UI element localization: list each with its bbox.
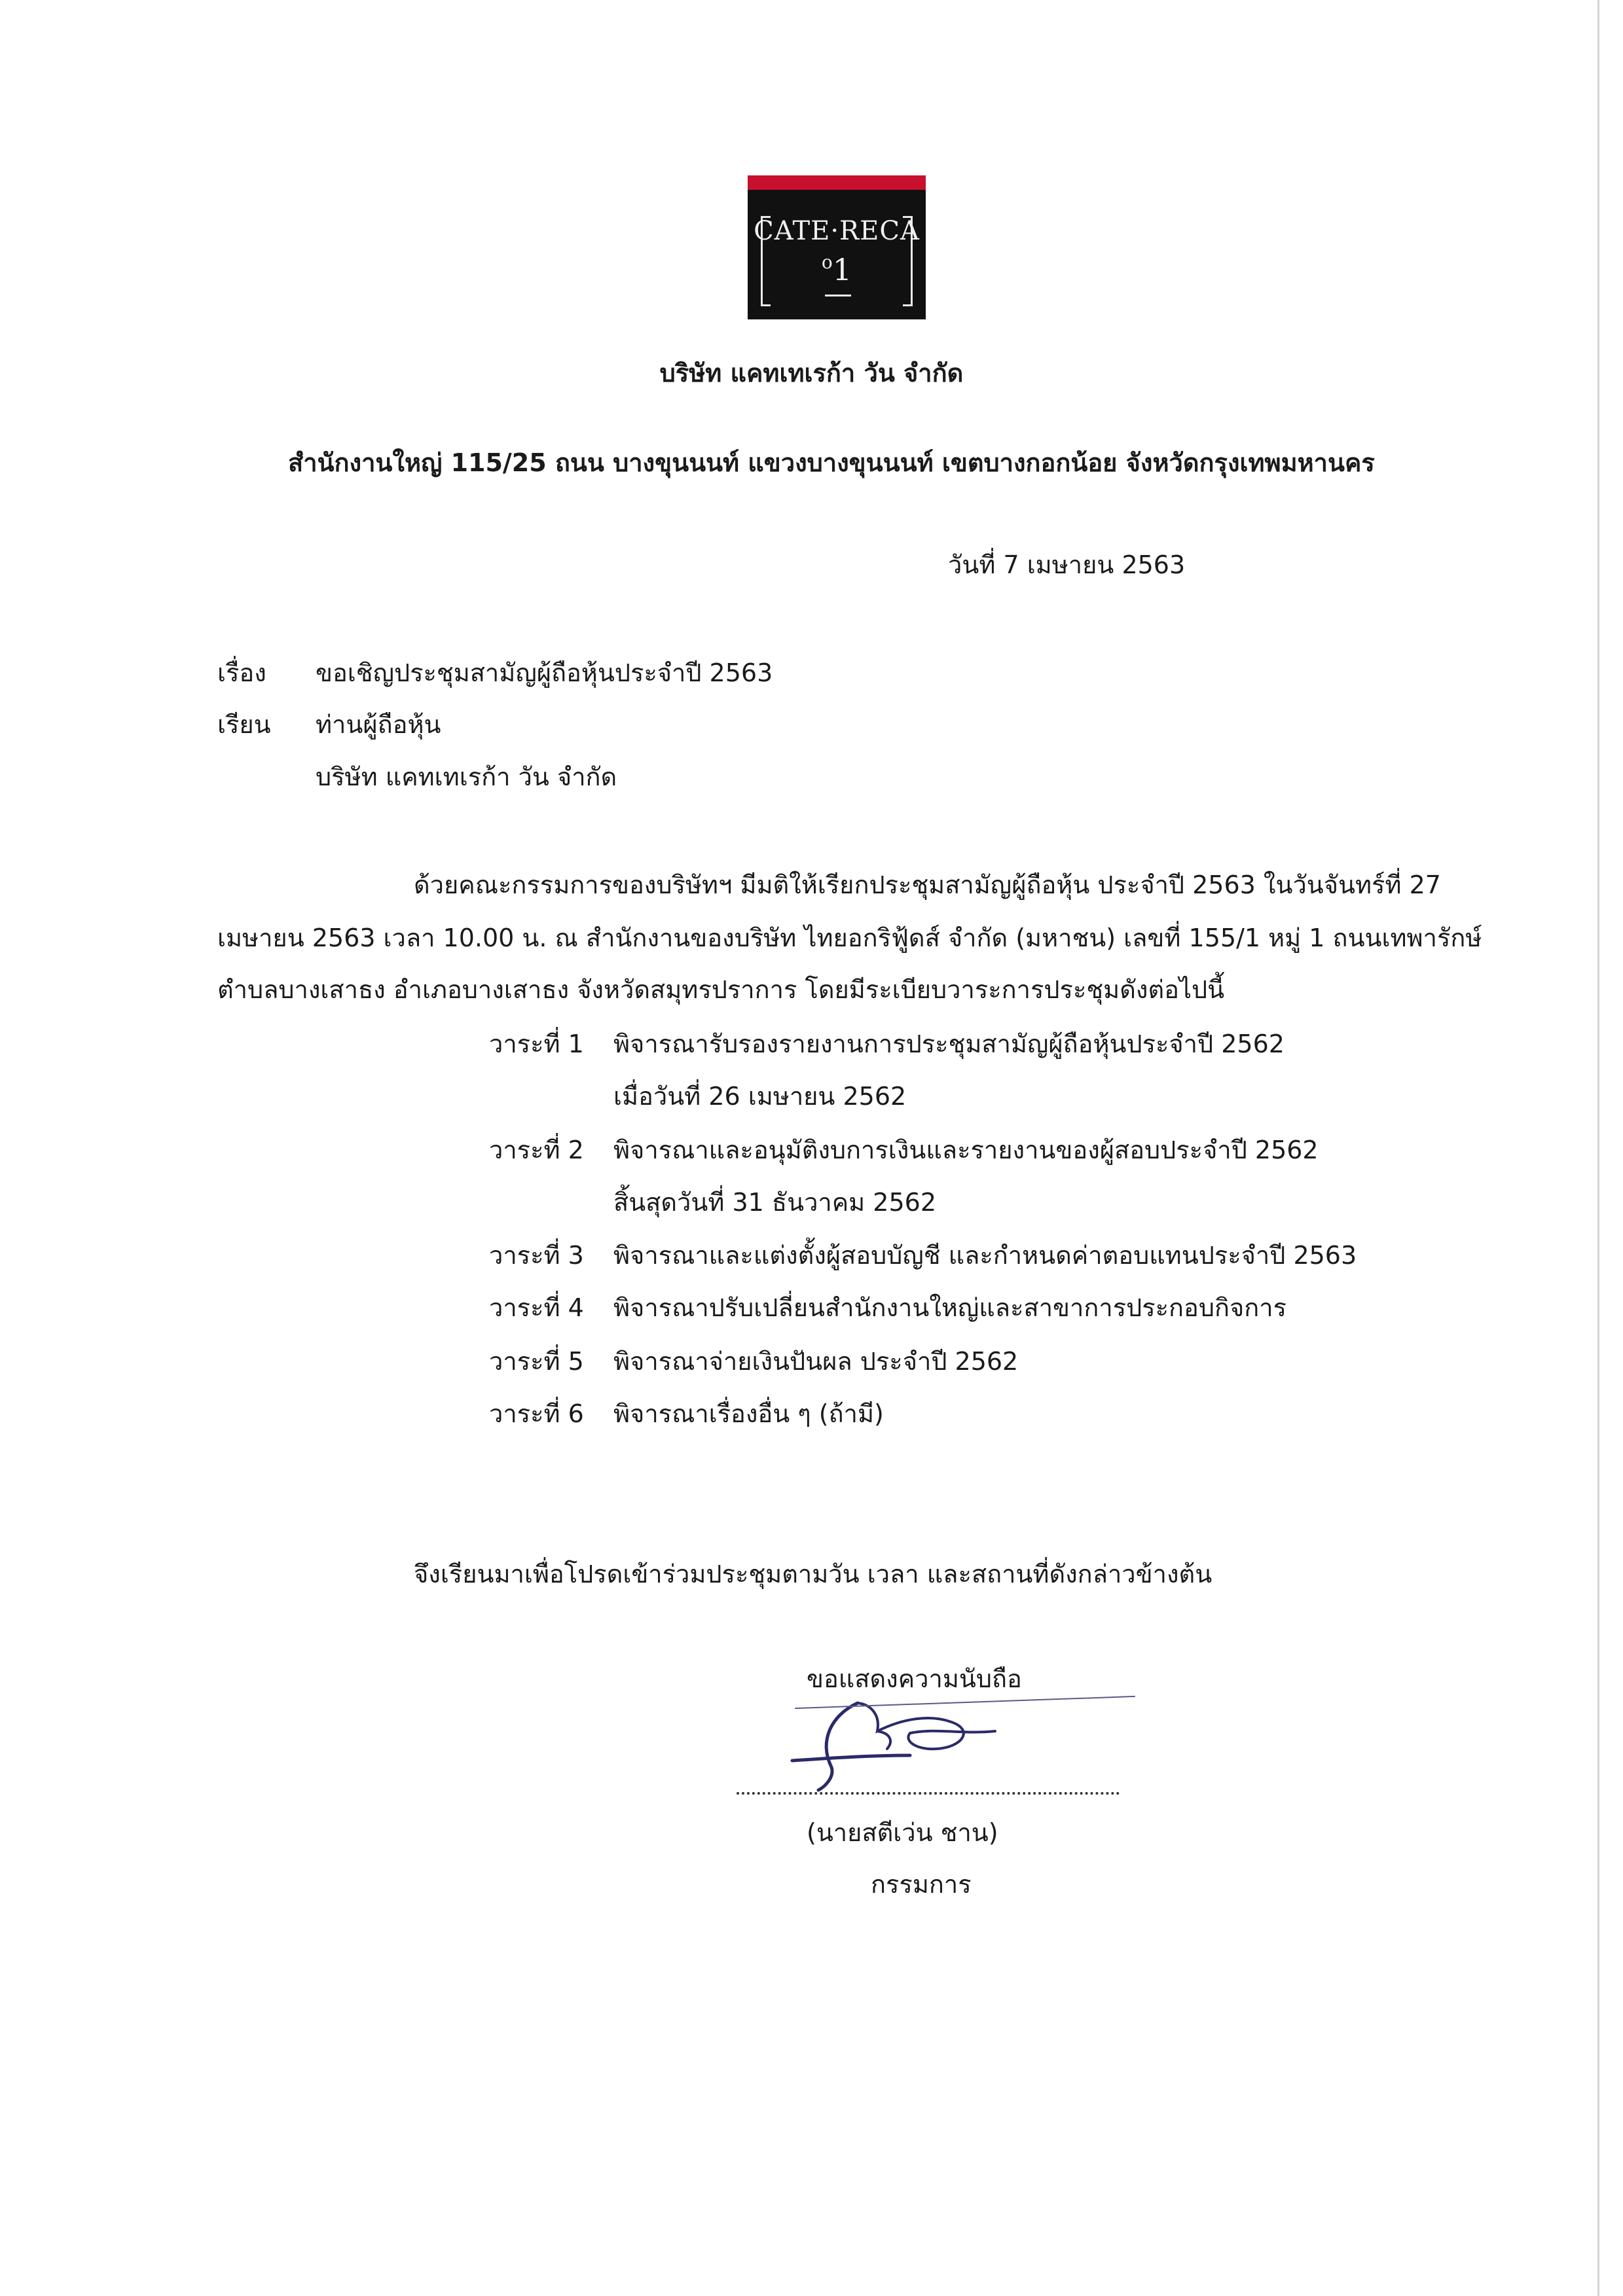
handwritten-signature bbox=[779, 1695, 1080, 1793]
agenda-4-text: พิจารณาปรับเปลี่ยนสำนักงานใหญ่และสาขาการประกอบกิจการ bbox=[613, 1293, 1287, 1322]
letter-date: วันที่ 7 เมษายน 2563 bbox=[948, 550, 1186, 579]
company-logo bbox=[748, 175, 926, 319]
agenda-2-text-2: สิ้นสุดวันที่ 31 ธันวาคม 2562 bbox=[613, 1188, 937, 1217]
agenda-6-label: วาระที่ 6 bbox=[489, 1399, 584, 1428]
agenda-3-text: พิจารณาและแต่งตั้งผู้สอบบัญชี และกำหนดค่าตอบแทนประจำปี 2563 bbox=[613, 1241, 1357, 1270]
agenda-1-text-2: เมื่อวันที่ 26 เมษายน 2562 bbox=[613, 1082, 907, 1111]
body-line-3: ตำบลบางเสาธง อำเภอบางเสาธง จังหวัดสมุทรปราการ โดยมีระเบียบวาระการประชุมดังต่อไปนี้ bbox=[217, 975, 1225, 1004]
agenda-3-label: วาระที่ 3 bbox=[489, 1241, 584, 1270]
signature-dotted-line bbox=[737, 1792, 1120, 1795]
company-name: บริษัท แคทเทเรก้า วัน จำกัด bbox=[659, 359, 964, 387]
logo-number: $^o$1 bbox=[748, 251, 926, 287]
recipient-line-1: ท่านผู้ถือหุ้น bbox=[316, 710, 441, 739]
agenda-1-label: วาระที่ 1 bbox=[489, 1030, 584, 1058]
agenda-2-text: พิจารณาและอนุมัติงบการเงินและรายงานของผู้สอบประจำปี 2562 bbox=[613, 1136, 1319, 1164]
signatory-title: กรรมการ bbox=[871, 1870, 972, 1899]
logo-red-bar bbox=[748, 175, 926, 190]
subject-text: ขอเชิญประชุมสามัญผู้ถือหุ้นประจำปี 2563 bbox=[316, 658, 773, 687]
agenda-2-label: วาระที่ 2 bbox=[489, 1136, 584, 1164]
regards-text: ขอแสดงความนับถือ bbox=[807, 1664, 1022, 1693]
agenda-1-text: พิจารณารับรองรายงานการประชุมสามัญผู้ถือหุ้นประจำปี 2562 bbox=[613, 1030, 1285, 1058]
body-line-2: เมษายน 2563 เวลา 10.00 น. ณ สำนักงานของบริษัท ไทยอกริฟู้ดส์ จำกัด (มหาชน) เลขที่ 155/1 หมู่ 1 ถนนเทพารักษ์ bbox=[217, 924, 1482, 952]
recipient-line-2: บริษัท แคทเทเรก้า วัน จำกัด bbox=[316, 762, 617, 791]
scan-edge bbox=[1597, 0, 1599, 2296]
agenda-5-label: วาระที่ 5 bbox=[489, 1347, 584, 1376]
company-address: สำนักงานใหญ่ 115/25 ถนน บางขุนนนท์ แขวงบางขุนนนท์ เขตบางกอกน้อย จังหวัดกรุงเทพมหานคร bbox=[288, 448, 1375, 477]
subject-label: เรื่อง bbox=[217, 658, 266, 687]
closing-text: จึงเรียนมาเพื่อโปรดเข้าร่วมประชุมตามวัน เวลา และสถานที่ดังกล่าวข้างต้น bbox=[414, 1560, 1213, 1588]
signatory-name: (นายสตีเว่น ชาน) bbox=[807, 1818, 998, 1847]
logo-name: CATE·RECA bbox=[754, 216, 920, 246]
recipient-label: เรียน bbox=[217, 710, 271, 739]
body-line-1: ด้วยคณะกรรมการของบริษัทฯ มีมติให้เรียกประชุมสามัญผู้ถือหุ้น ประจำปี 2563 ในวันจันทร์ที่ 27 bbox=[414, 870, 1441, 899]
agenda-6-text: พิจารณาเรื่องอื่น ๆ (ถ้ามี) bbox=[613, 1399, 884, 1428]
agenda-4-label: วาระที่ 4 bbox=[489, 1293, 584, 1322]
agenda-5-text: พิจารณาจ่ายเงินปันผล ประจำปี 2562 bbox=[613, 1347, 1019, 1376]
